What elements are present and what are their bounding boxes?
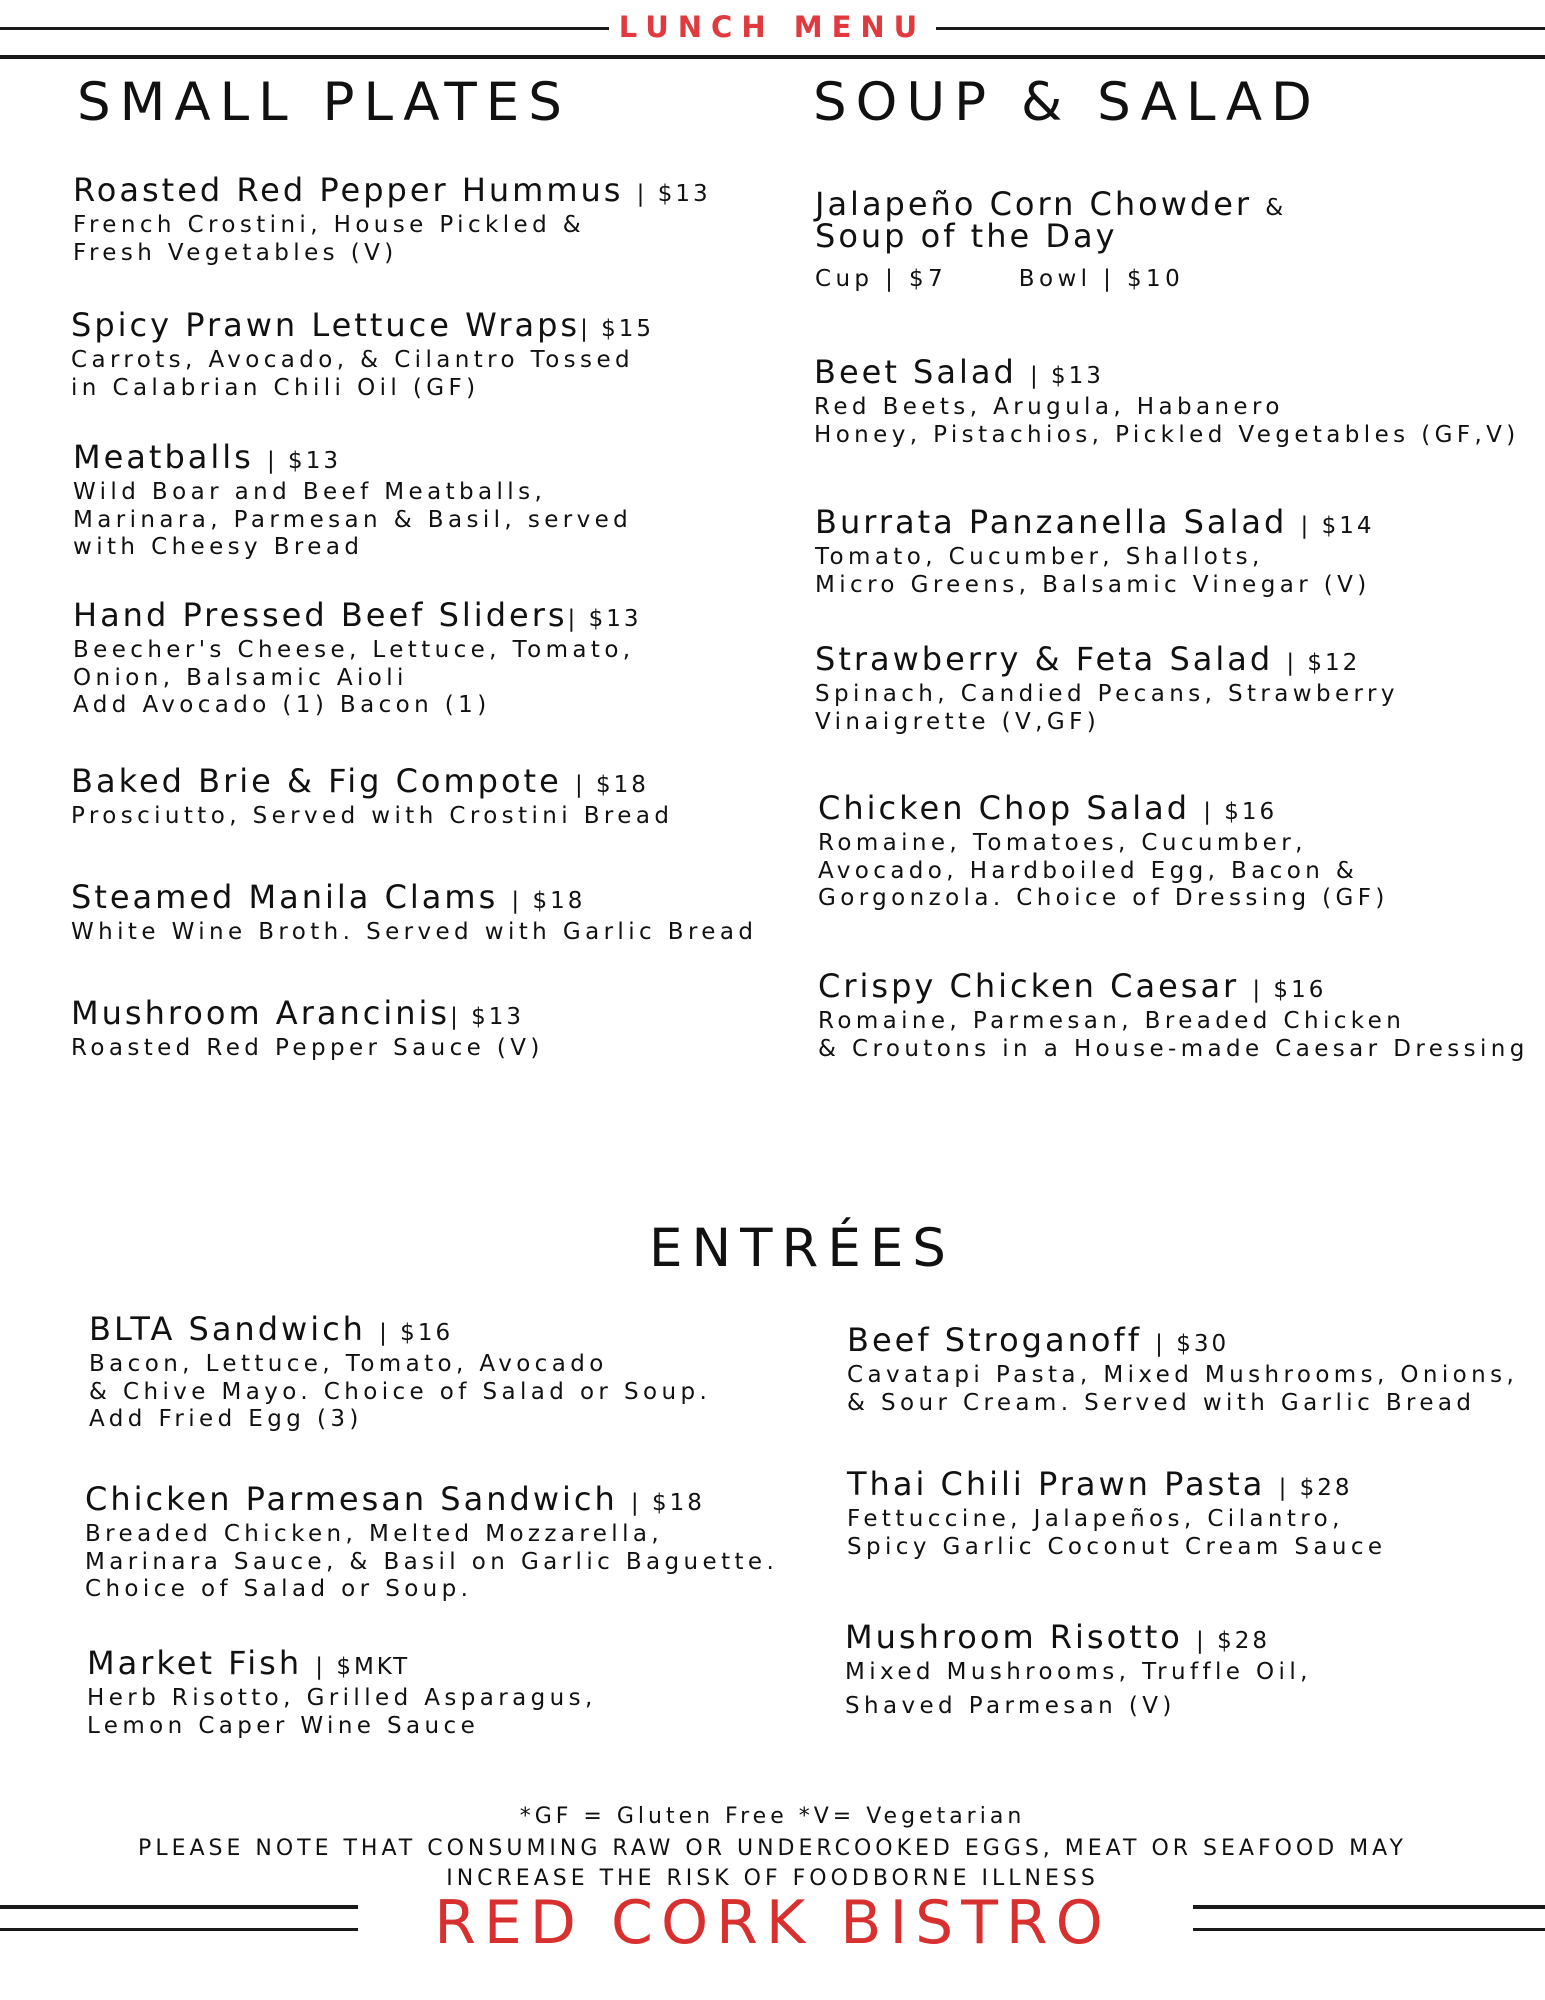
- item-desc: Vinaigrette (V,GF): [815, 708, 1101, 735]
- item-price: | $13: [567, 606, 642, 632]
- item-desc: & Croutons in a House-made Caesar Dressing: [818, 1035, 1529, 1062]
- item-price: | $13: [450, 1004, 525, 1030]
- item-price: | $MKT: [315, 1654, 411, 1680]
- menu-item-stroganoff: [847, 1322, 1518, 1417]
- item-desc: Marinara Sauce, & Basil on Garlic Baguette.: [85, 1548, 779, 1575]
- dietary-legend: *GF = Gluten Free *V= Vegetarian: [519, 1804, 1026, 1829]
- food-safety-notice-line1: PLEASE NOTE THAT CONSUMING RAW OR UNDERCOOKED EGGS, MEAT OR SEAFOOD MAY: [138, 1836, 1407, 1861]
- item-price: | $18: [574, 772, 649, 798]
- item-price: | $12: [1286, 650, 1361, 676]
- menu-item-chicken-parm: [85, 1481, 778, 1604]
- menu-item-burrata: [815, 504, 1374, 599]
- item-name: Burrata Panzanella Salad: [815, 503, 1288, 541]
- bowl-price: Bowl | $10: [1018, 266, 1185, 292]
- menu-item-beet-salad: [814, 354, 1520, 449]
- item-name: BLTA Sandwich: [89, 1310, 366, 1348]
- item-desc: Red Beets, Arugula, Habanero: [814, 394, 1284, 420]
- menu-item-sliders: [73, 597, 641, 720]
- item-desc: Prosciutto, Served with Crostini Bread: [71, 803, 674, 829]
- item-price: | $14: [1300, 513, 1375, 539]
- item-desc: Cavatapi Pasta, Mixed Mushrooms, Onions,: [847, 1362, 1519, 1388]
- item-desc: Fresh Vegetables (V): [73, 239, 398, 266]
- item-desc: White Wine Broth. Served with Garlic Bread: [71, 919, 758, 945]
- menu-item-risotto: [845, 1619, 1312, 1720]
- item-name: Spicy Prawn Lettuce Wraps: [71, 306, 581, 344]
- item-desc: Beecher's Cheese, Lettuce, Tomato,: [73, 637, 635, 663]
- item-desc: Onion, Balsamic Aioli: [73, 664, 408, 691]
- item-name: Hand Pressed Beef Sliders: [73, 596, 568, 634]
- menu-item-arancinis: [71, 995, 544, 1063]
- item-amp: &: [1265, 195, 1287, 221]
- item-desc: Romaine, Tomatoes, Cucumber,: [818, 830, 1307, 856]
- item-name: Market Fish: [87, 1644, 303, 1682]
- item-name: Beef Stroganoff: [847, 1321, 1142, 1359]
- menu-item-clams: [71, 879, 757, 947]
- item-desc: Avocado, Hardboiled Egg, Bacon &: [818, 857, 1359, 884]
- item-name: Thai Chili Prawn Pasta: [847, 1465, 1266, 1503]
- item-desc: Carrots, Avocado, & Cilantro Tossed: [71, 347, 634, 373]
- item-desc: Breaded Chicken, Melted Mozzarella,: [85, 1521, 664, 1547]
- item-price: | $13: [636, 181, 711, 207]
- item-price: | $28: [1278, 1475, 1353, 1501]
- item-price: | $13: [267, 448, 341, 474]
- item-price: | $28: [1196, 1628, 1270, 1654]
- menu-item-prawn-wraps: [71, 307, 654, 402]
- lunch-menu-title: LUNCH MENU: [0, 10, 1545, 44]
- item-desc: Roasted Red Pepper Sauce (V): [71, 1035, 544, 1061]
- item-name: Mushroom Arancinis: [71, 994, 451, 1032]
- item-desc: Spinach, Candied Pecans, Strawberry: [815, 681, 1399, 707]
- item-desc: Gorgonzola. Choice of Dressing (GF): [818, 885, 1389, 911]
- cup-price: Cup | $7: [815, 266, 948, 292]
- item-desc: Spicy Garlic Coconut Cream Sauce: [847, 1533, 1387, 1560]
- restaurant-brand: RED CORK BISTRO: [434, 1888, 1111, 1958]
- item-desc: Add Avocado (1) Bacon (1): [73, 692, 491, 718]
- food-safety-notice-line2: INCREASE THE RISK OF FOODBORNE ILLNESS: [446, 1866, 1099, 1891]
- menu-item-caesar: [818, 968, 1529, 1063]
- item-price: | $30: [1155, 1331, 1230, 1357]
- item-name: Chicken Chop Salad: [818, 789, 1191, 827]
- item-price: | $16: [1252, 977, 1327, 1003]
- item-desc: Herb Risotto, Grilled Asparagus,: [87, 1685, 597, 1711]
- item-price: | $15: [580, 316, 655, 342]
- item-price: | $18: [511, 888, 586, 914]
- item-name: Mushroom Risotto: [845, 1618, 1183, 1656]
- menu-item-thai-pasta: [847, 1466, 1386, 1561]
- item-desc: & Chive Mayo. Choice of Salad or Soup.: [89, 1378, 712, 1405]
- item-name: Baked Brie & Fig Compote: [71, 762, 562, 800]
- item-desc: Mixed Mushrooms, Truffle Oil,: [845, 1659, 1312, 1685]
- item-desc: French Crostini, House Pickled &: [73, 212, 586, 238]
- menu-item-chop-salad: [818, 790, 1389, 913]
- item-desc: Add Fried Egg (3): [89, 1406, 363, 1432]
- item-name: Beet Salad: [814, 353, 1017, 391]
- item-name: Roasted Red Pepper Hummus: [73, 171, 624, 209]
- item-desc: & Sour Cream. Served with Garlic Bread: [847, 1389, 1476, 1416]
- item-name: Steamed Manila Clams: [71, 878, 499, 916]
- menu-item-meatballs: [73, 439, 632, 562]
- item-desc: Lemon Caper Wine Sauce: [87, 1712, 480, 1739]
- item-price: | $18: [630, 1490, 705, 1516]
- item-price: | $13: [1029, 363, 1104, 389]
- item-desc: in Calabrian Chili Oil (GF): [71, 374, 480, 401]
- item-desc: Marinara, Parmesan & Basil, served: [73, 506, 633, 533]
- item-desc: Romaine, Parmesan, Breaded Chicken: [818, 1008, 1406, 1034]
- small-plates-heading: SMALL PLATES: [77, 72, 571, 133]
- item-price: | $16: [1203, 799, 1278, 825]
- menu-item-brie: [71, 763, 673, 831]
- item-desc: Honey, Pistachios, Pickled Vegetables (GF,V): [814, 421, 1520, 448]
- item-name: Jalapeño Corn Chowder: [815, 185, 1253, 223]
- menu-item-market-fish: [87, 1645, 597, 1740]
- item-desc: with Cheesy Bread: [73, 534, 364, 560]
- item-desc: Choice of Salad or Soup.: [85, 1576, 473, 1602]
- item-name: Meatballs: [73, 438, 254, 476]
- menu-item-strawberry-salad: [815, 641, 1399, 736]
- item-desc: Micro Greens, Balsamic Vinegar (V): [815, 571, 1371, 598]
- entrees-heading: ENTRÉES: [649, 1218, 955, 1279]
- item-desc: Bacon, Lettuce, Tomato, Avocado: [89, 1351, 608, 1377]
- item-desc: Tomato, Cucumber, Shallots,: [815, 544, 1264, 570]
- item-name: Strawberry & Feta Salad: [815, 640, 1274, 678]
- item-name-line2: Soup of the Day: [815, 217, 1118, 255]
- menu-item-chowder: [815, 186, 1286, 294]
- item-desc: Shaved Parmesan (V): [845, 1692, 1176, 1719]
- item-name: Crispy Chicken Caesar: [818, 967, 1240, 1005]
- item-desc: Wild Boar and Beef Meatballs,: [73, 479, 547, 505]
- menu-item-hummus: [73, 172, 711, 267]
- item-price: | $16: [379, 1320, 454, 1346]
- item-name: Chicken Parmesan Sandwich: [85, 1480, 618, 1518]
- top-rule-lower: [0, 55, 1545, 59]
- soup-salad-heading: SOUP & SALAD: [813, 72, 1321, 133]
- item-desc: Fettuccine, Jalapeños, Cilantro,: [847, 1506, 1344, 1532]
- menu-item-blta: [89, 1311, 711, 1434]
